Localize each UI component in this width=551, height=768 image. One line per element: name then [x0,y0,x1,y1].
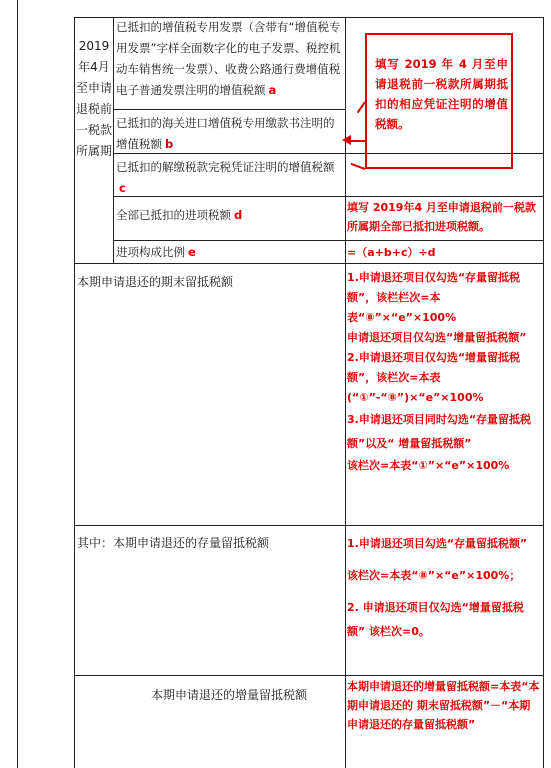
end-note-3: 2.申请退还项目仅勾选“增量留抵税额”，该栏次=本表(“①”-“⑧”)×“e”×100% [347,351,521,404]
row-label-c [116,157,344,199]
row-a-mark: a [268,83,277,97]
incremental-balance-note: 本期申请退还的增量留抵税额=本表“本期申请退还的 期末留抵税额”－“本期申请退还的存量留抵税额” [347,680,540,731]
end-balance-notes [347,268,541,476]
table-border-left [17,0,18,768]
stock-balance-notes [347,532,541,644]
arrow-shaft [350,140,365,142]
row-b-mark: b [165,137,174,151]
row-label-b [116,113,344,155]
end-note-1: 1.申请退还项目仅勾选“存量留抵税额”，该栏栏次=本表“⑧”×“e”×100% [347,271,521,324]
column-divider [345,17,346,768]
row-divider [113,109,345,110]
period-label: 2019年4月至申请退税前一税款所属期 [76,39,113,158]
stock-note-1: 1.申请退还项目勾选“存量留抵税额” [347,537,528,550]
row-c-mark: c [119,181,126,195]
stock-balance-label: 其中：本期申请退还的存量留抵税额 [77,536,270,550]
end-note-4: 3.申请退还项目同时勾选“存量留抵税额”以及“ 增量留抵税额” [347,413,532,450]
row-c-text: 已抵扣的解缴税款完税凭证注明的增值税额 [116,160,335,174]
column-divider [74,17,75,768]
row-a-text: 已抵扣的增值税专用发票（含带有“增值税专用发票”字样全面数字化的电子发票、税控机动车销售统一发票）、收费公路通行费增值税电子普通发票注明的增值税额 [116,20,341,97]
end-note-5: 该栏次=本表“①”×“e”×100% [347,459,510,472]
row-e-text: 进项构成比例 [116,245,185,259]
end-note-2: 申请退还项目仅勾选“增量留抵税额” [347,331,527,344]
row-e-note: =（a+b+c）÷d [347,246,436,259]
row-label-a [116,17,344,101]
arrow-shaft [351,163,366,170]
row-b-text: 已抵扣的海关进口增值税专用缴款书注明的增值税额 [116,116,335,151]
row-divider [74,263,544,264]
row-label-e [116,242,344,263]
stock-note-2: 该栏次=本表“⑧”×“e”×100%； [347,569,521,582]
incremental-balance-label: 本期申请退还的增量留抵税额 [150,688,307,702]
arrow-head-icon [342,135,351,145]
row-divider [74,675,544,676]
stock-note-3: 2. 申请退还项目仅勾选“增量留抵税额” 该栏次=0。 [347,601,524,638]
table-border-right [543,17,544,768]
row-d-mark: d [234,208,243,222]
column-divider [113,17,114,263]
row-d-text: 全部已抵扣的进项税额 [116,208,231,222]
row-divider [113,240,544,241]
row-divider [74,525,544,526]
row-label-d [116,205,344,226]
end-balance-label: 本期申请退还的期末留抵税额 [77,275,234,289]
callout-text: 填写 2019 年 4 月至申请退税前一税款所属期抵扣的相应凭证注明的增值税额。 [375,57,508,131]
row-d-note: 填写 2019年4 月至申请退税前一税款所属期全部已抵扣进项税额。 [347,201,536,233]
row-e-mark: e [188,245,196,259]
